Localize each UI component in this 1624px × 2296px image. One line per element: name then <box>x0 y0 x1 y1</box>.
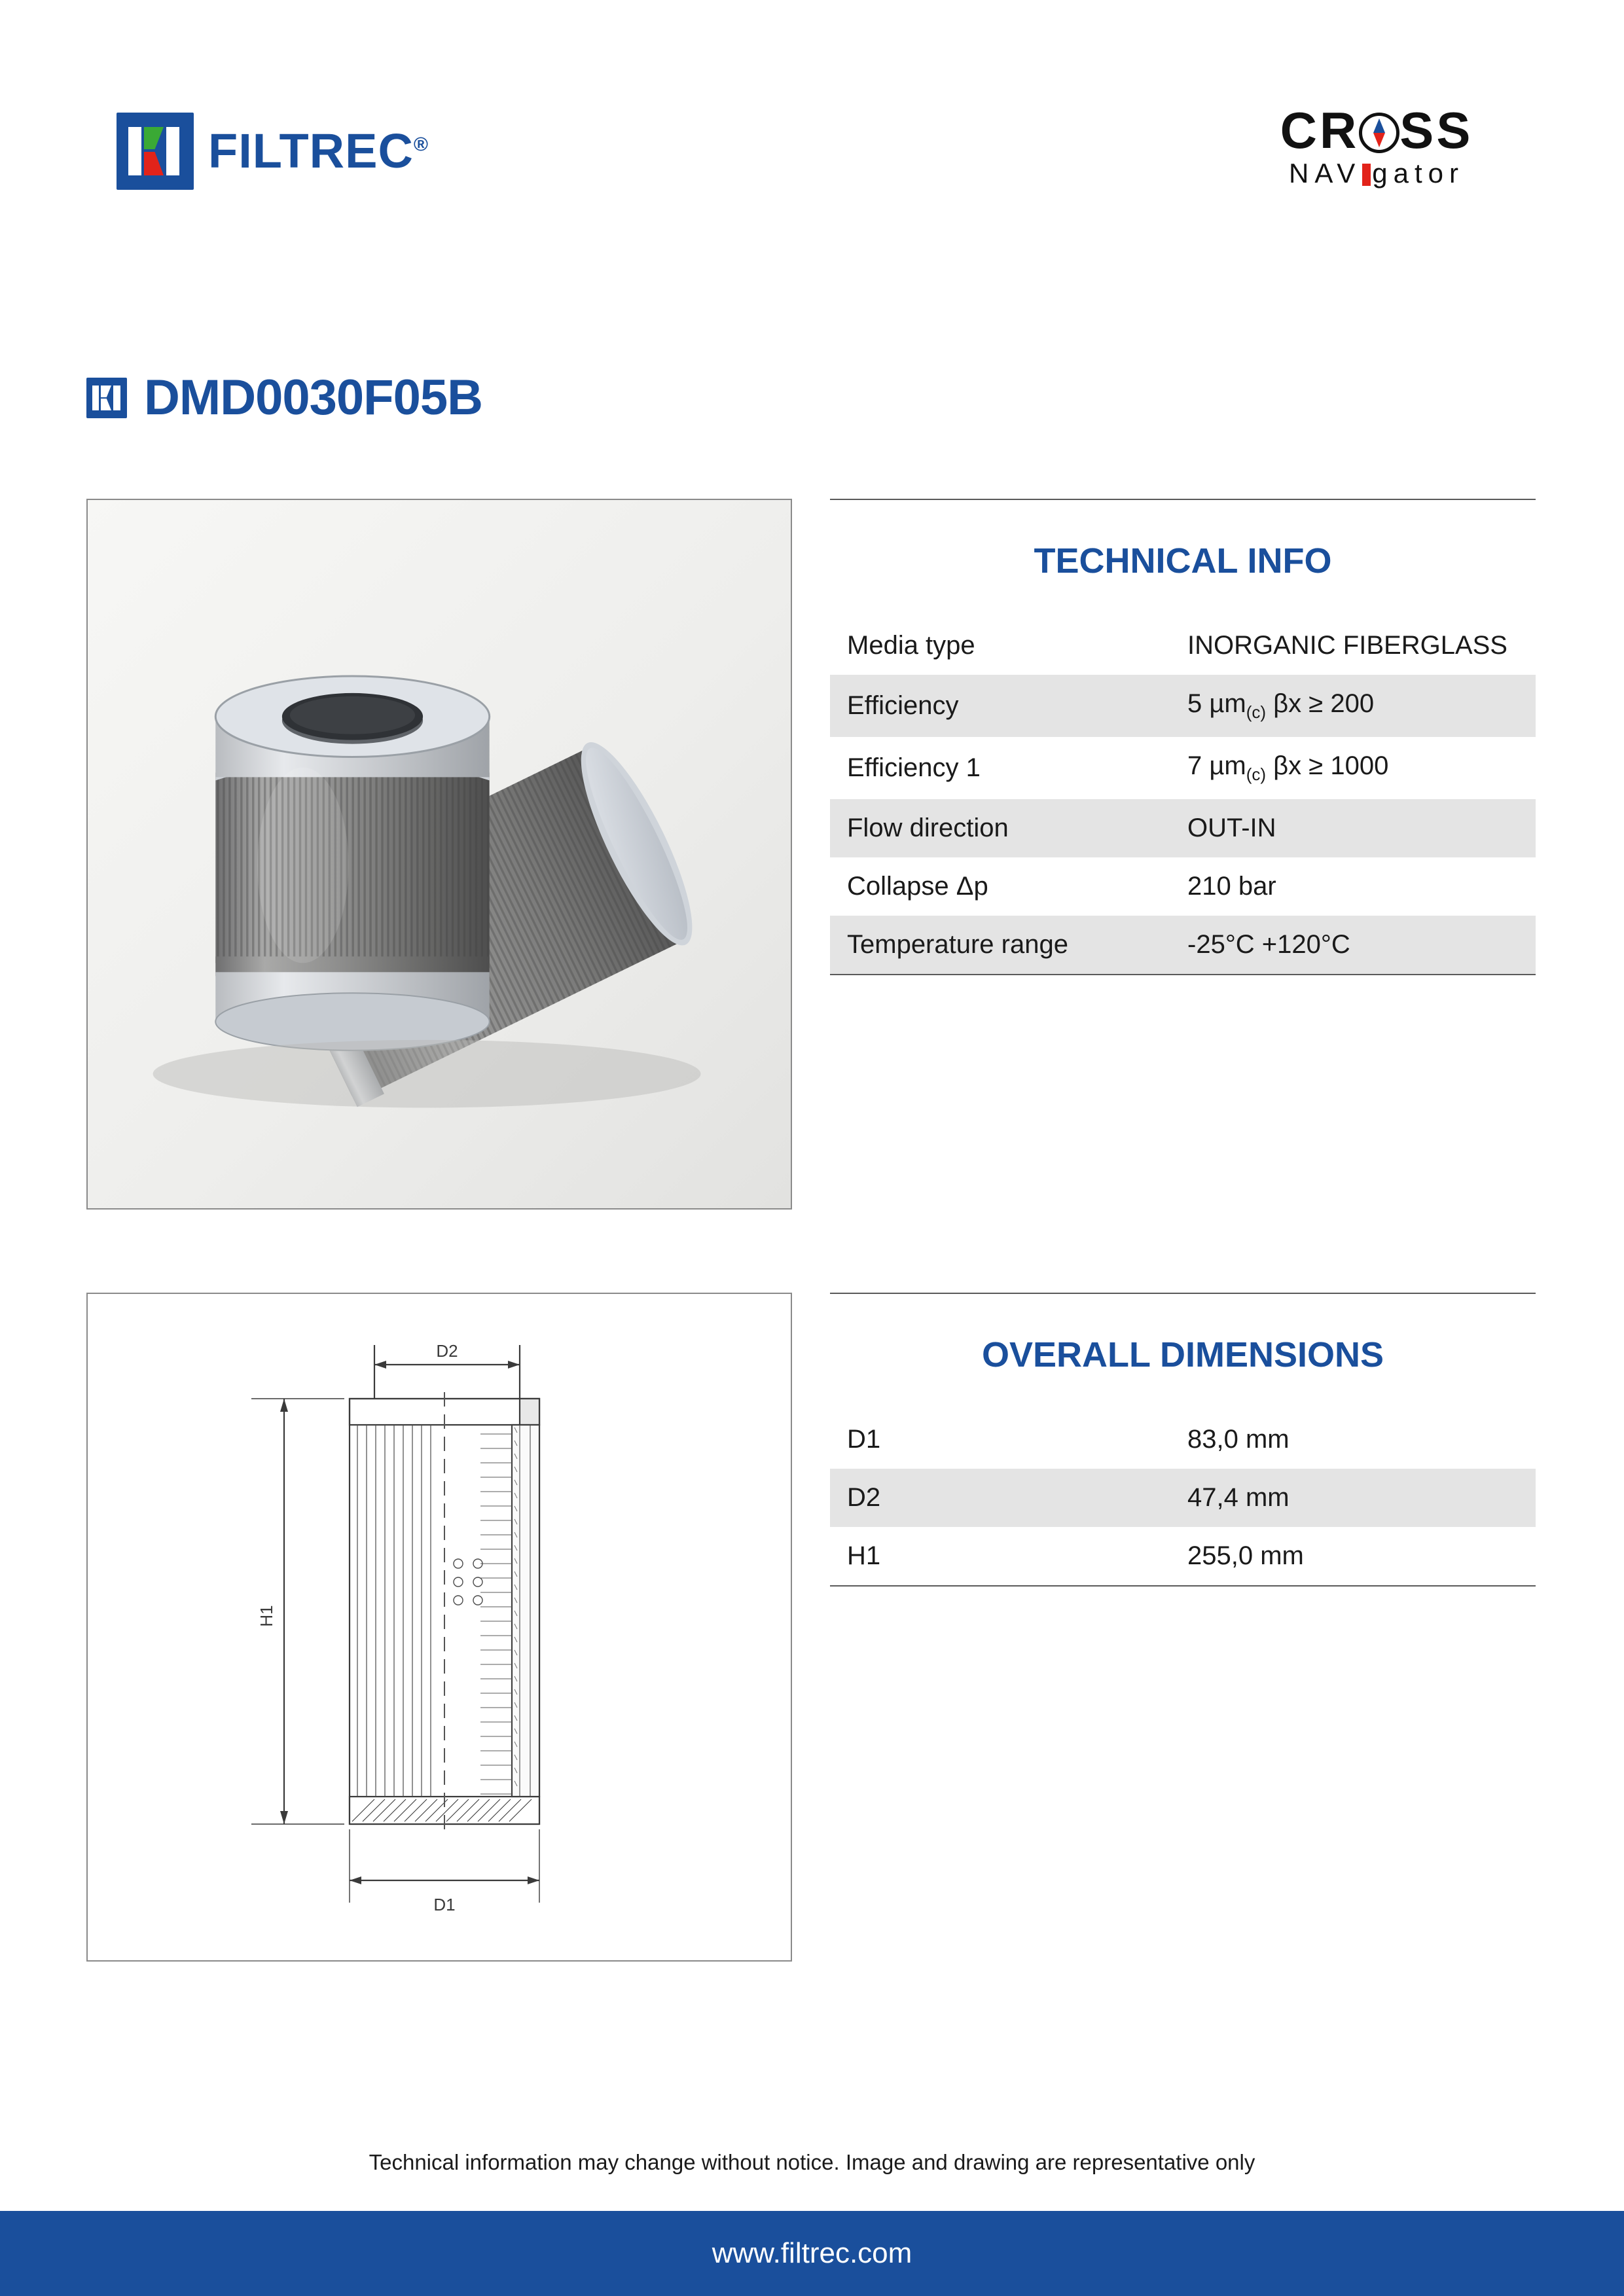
section-divider <box>830 499 1536 500</box>
technical-drawing-illustration <box>88 1294 792 1962</box>
cross-navigator-line2 <box>1246 160 1507 187</box>
footer-bar <box>0 2211 1624 2296</box>
cell-key: D1 <box>830 1410 1170 1469</box>
filtrec-logo-icon <box>117 113 194 190</box>
filtrec-logo-text <box>208 124 429 178</box>
cell-key: Flow direction <box>830 799 1170 857</box>
technical-drawing <box>86 1293 792 1962</box>
cell-key: Efficiency <box>830 675 1170 737</box>
value-sub: (c) <box>1246 702 1267 722</box>
cell-value: OUT-IN <box>1170 799 1536 857</box>
value-post: βx ≥ 200 <box>1266 689 1375 718</box>
cross-left-text: CR <box>1280 101 1360 159</box>
cell-value: 83,0 mm <box>1170 1410 1536 1469</box>
cross-navigator-line1 <box>1280 101 1473 159</box>
website-link[interactable]: www.filtrec.com <box>712 2237 912 2269</box>
product-photo <box>86 499 792 1210</box>
cross-right-text: SS <box>1399 101 1473 159</box>
cell-key: Media type <box>830 617 1170 675</box>
compass-icon <box>1359 113 1399 153</box>
page-header <box>0 98 1624 242</box>
technical-info-title: TECHNICAL INFO <box>1034 541 1332 581</box>
cell-value <box>1170 737 1536 799</box>
table-row <box>830 916 1536 975</box>
cell-key: Efficiency 1 <box>830 737 1170 799</box>
table-row <box>830 1527 1536 1586</box>
table-row <box>830 857 1536 916</box>
svg-text:D1: D1 <box>433 1895 456 1914</box>
table-row <box>830 617 1536 675</box>
overall-dimensions-table <box>830 1410 1536 1587</box>
filtrec-logo <box>117 113 429 190</box>
overall-dimensions-title: OVERALL DIMENSIONS <box>981 1335 1384 1374</box>
table-row <box>830 737 1536 799</box>
cell-value: 255,0 mm <box>1170 1527 1536 1586</box>
registered-mark: ® <box>413 134 429 156</box>
table-row <box>830 1469 1536 1527</box>
section-divider <box>830 1293 1536 1294</box>
value-pre: 5 µm <box>1187 689 1246 718</box>
value-pre: 7 µm <box>1187 751 1246 780</box>
cell-key: Collapse Δp <box>830 857 1170 916</box>
filtrec-mark-icon <box>86 378 127 418</box>
cell-value: -25°C +120°C <box>1170 916 1536 975</box>
cell-value: INORGANIC FIBERGLASS <box>1170 617 1536 675</box>
cell-key: D2 <box>830 1469 1170 1527</box>
nav-left-text: NAV <box>1289 158 1362 188</box>
cell-value: 210 bar <box>1170 857 1536 916</box>
filtrec-wordmark: FILTREC <box>208 124 414 178</box>
product-photo-illustration <box>88 500 791 1208</box>
flag-icon <box>1362 164 1371 186</box>
table-row <box>830 1410 1536 1469</box>
table-row <box>830 675 1536 737</box>
table-row <box>830 799 1536 857</box>
nav-right-text: gator <box>1372 158 1464 188</box>
technical-info-section <box>830 499 1536 975</box>
cell-value <box>1170 675 1536 737</box>
page-title: DMD0030F05B <box>144 370 482 425</box>
technical-info-table <box>830 617 1536 975</box>
value-sub: (c) <box>1246 764 1267 784</box>
cross-navigator-logo <box>1246 101 1507 188</box>
value-post: βx ≥ 1000 <box>1266 751 1389 780</box>
cell-value: 47,4 mm <box>1170 1469 1536 1527</box>
cell-key: H1 <box>830 1527 1170 1586</box>
product-title-row <box>86 370 482 425</box>
svg-text:D2: D2 <box>436 1341 458 1361</box>
disclaimer-text: Technical information may change without notice. Image and drawing are representative only <box>369 2150 1255 2174</box>
overall-dimensions-section <box>830 1293 1536 1587</box>
svg-text:H1: H1 <box>257 1605 276 1627</box>
cell-key: Temperature range <box>830 916 1170 975</box>
